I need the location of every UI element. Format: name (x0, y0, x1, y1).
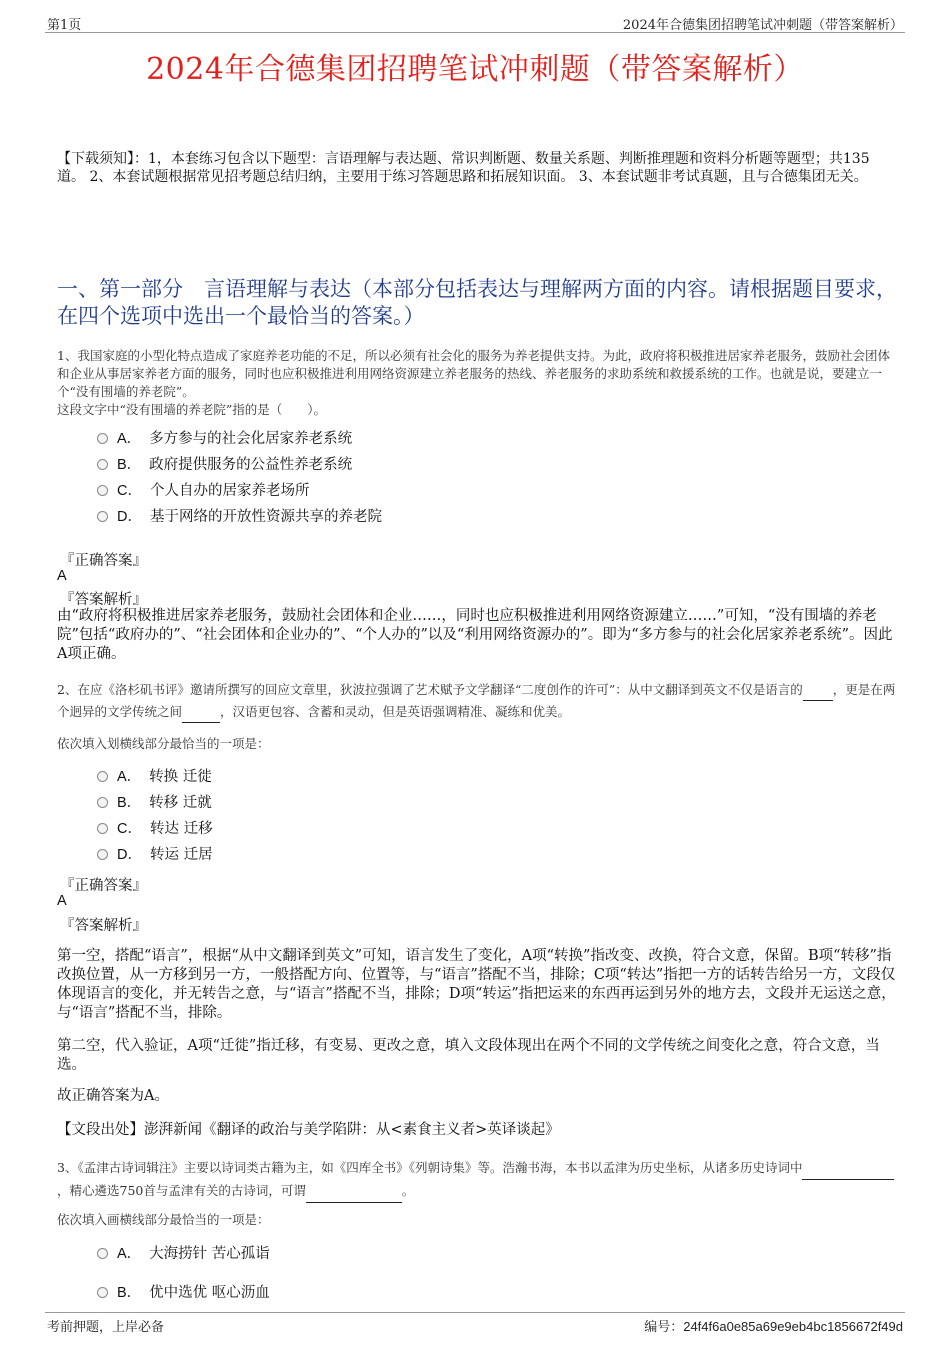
radio-icon[interactable] (97, 1287, 108, 1298)
footer-slogan: 考前押题，上岸必备 (47, 1320, 165, 1335)
q1-option-d[interactable]: D． 基于网络的开放性资源共享的养老院 (97, 507, 382, 527)
q1-option-b[interactable]: B． 政府提供服务的公益性养老系统 (97, 455, 352, 475)
radio-icon[interactable] (97, 849, 108, 860)
q2-analysis-p3: 故正确答案为A。 (57, 1088, 169, 1104)
radio-icon[interactable] (97, 797, 108, 808)
radio-icon[interactable] (97, 433, 108, 444)
radio-icon[interactable] (97, 771, 108, 782)
q2-analysis-p2: 第二空，代入验证，A项“迁徙”指迁移，有变易、更改之意，填入文段体现出在两个不同的文学传统之间变化之意，符合文意，当选。 (57, 1038, 880, 1073)
q1-analysis: 由“政府将积极推进居家养老服务，鼓励社会团体和企业……，同时也应积极推进利用网络资源建立……”可知，“没有围墙的养老院”包括“政府办的”、“社会团体和企业办的”、“个人办的”以及“利用网络资源办的”。即为“多方参与的社会化居家养老系统”。因此A项正确。 (57, 608, 893, 662)
q1-question: 这段文字中“没有围墙的养老院”指的是（ ）。 (57, 402, 327, 417)
blank-1 (802, 1157, 894, 1180)
q1-correct-label: 『正确答案』 (60, 553, 147, 569)
q2-option-a[interactable]: A． 转换 迁徙 (97, 767, 212, 787)
q1-option-a[interactable]: A． 多方参与的社会化居家养老系统 (97, 429, 352, 449)
page-number: 第1页 (47, 18, 82, 33)
q3-stem: 3、《孟津古诗词辑注》主要以诗词类古籍为主，如《四库全书》《列朝诗集》等。浩瀚书海，本书以孟津为历史坐标，从诸多历史诗词中 ，精心遴选750首与孟津有关的古诗词，可谓 。 (57, 1157, 897, 1203)
download-notice: 【下载须知】：1，本套练习包含以下题型：言语理解与表达题、常识判断题、数量关系题、判断推理题和资料分析题等题型；共135道。 2、本套试题根据常见招考题总结归纳，主要用于练习答题思路和拓展知识面。 3、本套试题非考试真题，且与合德集团无关。 (57, 151, 870, 185)
footer-code: 编号：24f4f6a0e85a69e9eb4bc1856672f49d (644, 1319, 903, 1335)
q2-stem: 2、在应《洛杉矶书评》邀请所撰写的回应文章里，狄波拉强调了艺术赋予文学翻译“二度创作的许可”：从中文翻译到英文不仅是语言的 ，更是在两个迥异的文学传统之间 ，汉语更包容、含蓄和灵动，但是英语强调精准、凝练和优美。 (57, 679, 897, 723)
q2-option-b[interactable]: B． 转移 迁就 (97, 793, 212, 813)
radio-icon[interactable] (97, 459, 108, 470)
blank-2 (306, 1180, 402, 1203)
q2-option-c[interactable]: C． 转达 迁移 (97, 819, 213, 839)
radio-icon[interactable] (97, 823, 108, 834)
header-doc-title: 2024年合德集团招聘笔试冲刺题（带答案解析） (622, 18, 903, 33)
page-title: 2024年合德集团招聘笔试冲刺题（带答案解析） (146, 52, 804, 87)
section-heading: 一、第一部分 言语理解与表达（本部分包括表达与理解两方面的内容。请根据题目要求，在四个选项中选出一个最恰当的答案。） (57, 277, 897, 328)
q2-source: 【文段出处】澎湃新闻《翻译的政治与美学陷阱：从<素食主义者>英译谈起》 (57, 1122, 560, 1138)
q2-correct-label: 『正确答案』 (60, 878, 147, 894)
q2-analysis-label: 『答案解析』 (60, 918, 147, 934)
q2-analysis-p1: 第一空，搭配“语言”，根据“从中文翻译到英文”可知，语言发生了变化，A项“转换”指改变、改换，符合文意，保留。B项“转移”指改换位置，从一方移到另一方，一般搭配方向、位置等，与“语言”搭配不当，排除；C项“转达”指把一方的话转告给另一方，文段仅体现语言的变化，并无转告之意，与“语言”搭配不当，排除；D项“转运”指把运来的东西再运到另外的地方去，文段并无运送之意，与“语言”搭配不当，排除。 (57, 948, 896, 1021)
radio-icon[interactable] (97, 485, 108, 496)
q3-option-b[interactable]: B． 优中选优 呕心沥血 (97, 1283, 270, 1303)
blank-2 (182, 701, 220, 723)
q2-option-d[interactable]: D． 转运 迁居 (97, 845, 213, 865)
q3-question: 依次填入画横线部分最恰当的一项是： (57, 1212, 270, 1227)
q2-answer: A (57, 893, 67, 909)
page-header (45, 12, 905, 33)
q2-question: 依次填入划横线部分最恰当的一项是： (57, 736, 270, 751)
blank-1 (803, 679, 833, 701)
q1-stem: 1、我国家庭的小型化特点造成了家庭养老功能的不足，所以必须有社会化的服务为养老提供支持。为此，政府将积极推进居家养老服务，鼓励社会团体和企业从事居家养老方面的服务，同时也应积极推进利用网络资源建立养老服务的热线、养老服务的求助系统和救援系统的工作。也就是说，要建立一个“没有围墙的养老院”。 (57, 348, 890, 399)
q1-option-c[interactable]: C． 个人自办的居家养老场所 (97, 481, 309, 501)
page-footer (45, 1312, 905, 1337)
q3-option-a[interactable]: A． 大海捞针 苦心孤诣 (97, 1244, 270, 1264)
q1-answer: A (57, 568, 67, 584)
q1-analysis-label: 『答案解析』 (60, 592, 147, 608)
radio-icon[interactable] (97, 511, 108, 522)
radio-icon[interactable] (97, 1248, 108, 1259)
